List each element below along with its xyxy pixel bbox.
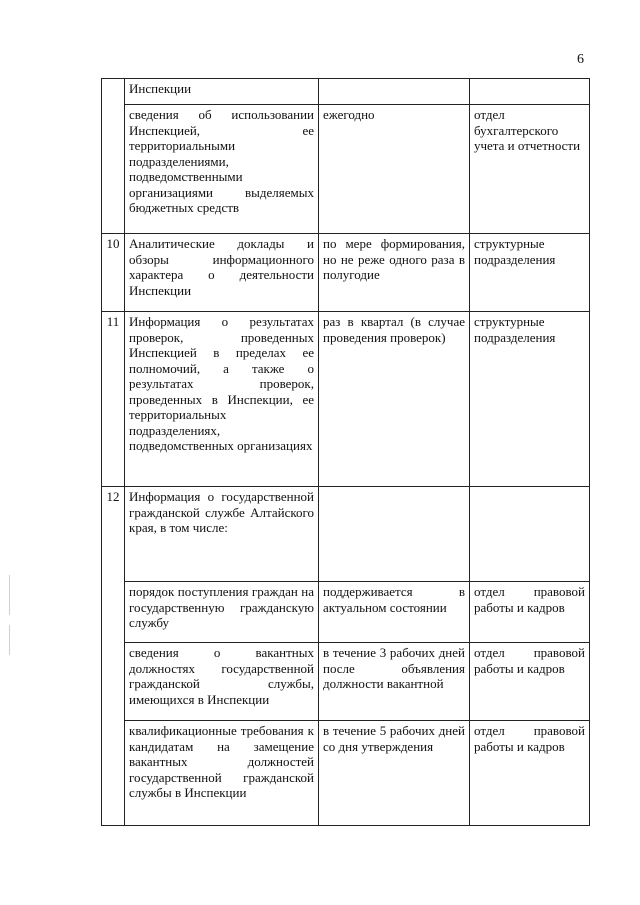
table-row — [102, 105, 590, 234]
page-number: 6 — [577, 52, 584, 67]
document-table — [101, 78, 590, 826]
info-item-name: квалификационные требования к кандидатам на замещение вакантных должностей государственной гражданской службы в Инспекции — [125, 721, 319, 826]
publication-term: в течение 3 рабочих дней после объявления должности вакантной — [319, 643, 470, 721]
row-number: 10 — [102, 234, 125, 312]
row-number — [102, 79, 125, 234]
info-item-name: Информация о результатах проверок, проведенных Инспекцией в пределах ее полномочий, а также о результатах проверок, проведенных в Инспекции, ее территориальных подразделениях, подведомственных организациях — [125, 312, 319, 487]
responsible-unit: отдел правовой работы и кадров — [470, 643, 590, 721]
publication-term: поддерживается в актуальном состоянии — [319, 582, 470, 643]
responsible-unit: отдел бухгалтерского учета и отчетности — [470, 105, 590, 234]
table-row — [102, 721, 590, 826]
publication-term: в течение 5 рабочих дней со дня утверждения — [319, 721, 470, 826]
responsible-unit: отдел правовой работы и кадров — [470, 582, 590, 643]
info-item-name: порядок поступления граждан на государственную гражданскую службу — [125, 582, 319, 643]
publication-term: ежегодно — [319, 105, 470, 234]
row-number: 11 — [102, 312, 125, 487]
table-row — [102, 643, 590, 721]
responsible-unit: структурные подразделения — [470, 234, 590, 312]
publication-term: раз в квартал (в случае проведения проверок) — [319, 312, 470, 487]
responsible-unit: отдел правовой работы и кадров — [470, 721, 590, 826]
info-item-name: сведения о вакантных должностях государственной гражданской службы, имеющихся в Инспекции — [125, 643, 319, 721]
responsible-unit: структурные подразделения — [470, 312, 590, 487]
publication-term: по мере формирования, но не реже одного раза в полугодие — [319, 234, 470, 312]
publication-term — [319, 79, 470, 105]
table-row — [102, 312, 590, 487]
scan-margin-mark — [9, 625, 10, 655]
table-row — [102, 582, 590, 643]
info-item-name: Информация о государственной гражданской службе Алтайского края, в том числе: — [125, 487, 319, 582]
scan-margin-mark — [9, 575, 10, 615]
info-item-name: Аналитические доклады и обзоры информационного характера о деятельности Инспекции — [125, 234, 319, 312]
table-row — [102, 79, 590, 105]
publication-term — [319, 487, 470, 582]
table-row — [102, 487, 590, 582]
info-item-name: сведения об использовании Инспекцией, ее территориальными подразделениями, подведомственными организациями выделяемых бюджетных средств — [125, 105, 319, 234]
responsible-unit — [470, 79, 590, 105]
table-row — [102, 234, 590, 312]
responsible-unit — [470, 487, 590, 582]
info-item-name: Инспекции — [125, 79, 319, 105]
row-number: 12 — [102, 487, 125, 826]
